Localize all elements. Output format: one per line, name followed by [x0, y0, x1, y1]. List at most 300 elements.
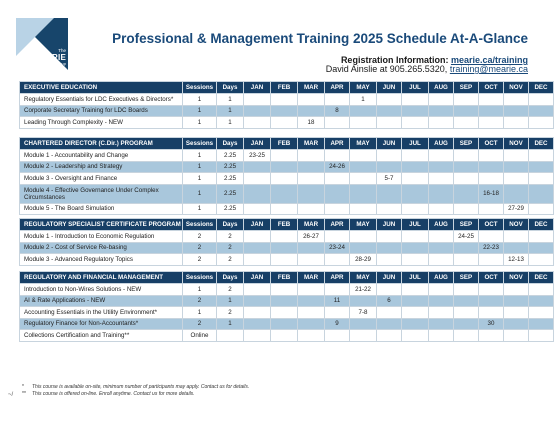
table-row [20, 105, 554, 117]
schedule-cell: 8 [325, 105, 350, 117]
schedule-cell [504, 105, 529, 117]
schedule-cell [402, 231, 429, 243]
schedule-cell [402, 318, 429, 330]
column-header: FEB [271, 138, 298, 150]
schedule-cell [529, 105, 554, 117]
logo-line-3: Group [54, 60, 66, 66]
schedule-cell [244, 105, 271, 117]
schedule-cell [529, 330, 554, 342]
schedule-cell [429, 94, 454, 106]
column-header: JAN [244, 219, 271, 231]
schedule-cell [350, 161, 377, 173]
schedule-cell [377, 105, 402, 117]
column-header: JUN [377, 82, 402, 94]
schedule-cell [529, 242, 554, 254]
schedule-cell: 26-27 [298, 231, 325, 243]
column-header: JAN [244, 82, 271, 94]
column-header: NOV [504, 272, 529, 284]
schedule-cell [429, 117, 454, 129]
schedule-cell: 21-22 [350, 284, 377, 296]
schedule-cell [402, 94, 429, 106]
schedule-cell [402, 161, 429, 173]
footer-mark: ~/ [8, 392, 14, 398]
table-row [20, 117, 554, 129]
schedule-cell [479, 254, 504, 266]
schedule-cell: 2 [217, 231, 244, 243]
schedule-cell [479, 94, 504, 106]
table-row [20, 284, 554, 296]
schedule-cell [325, 184, 350, 203]
schedule-cell [402, 254, 429, 266]
contact-email-link[interactable]: training@mearie.ca [449, 64, 528, 74]
schedule-cell [271, 184, 298, 203]
column-header: MAR [298, 82, 325, 94]
schedule-cell [454, 94, 479, 106]
schedule-cell [325, 203, 350, 215]
schedule-cell [479, 150, 504, 162]
column-header: JUL [402, 272, 429, 284]
schedule-cell [504, 150, 529, 162]
course-name: Module 1 - Introduction to Economic Regulation [20, 231, 183, 243]
column-header: APR [325, 138, 350, 150]
column-header: Sessions [183, 272, 217, 284]
schedule-cell [429, 284, 454, 296]
course-name: Corporate Secretary Training for LDC Boards [20, 105, 183, 117]
schedule-cell [271, 161, 298, 173]
schedule-cell [271, 94, 298, 106]
schedule-cell [504, 184, 529, 203]
schedule-cell: 11 [325, 295, 350, 307]
schedule-cell [429, 161, 454, 173]
column-header: MAR [298, 138, 325, 150]
column-header: APR [325, 219, 350, 231]
schedule-cell [271, 105, 298, 117]
schedule-cell [325, 117, 350, 129]
schedule-cell [454, 318, 479, 330]
schedule-cell [529, 173, 554, 185]
schedule-cell [504, 307, 529, 319]
schedule-cell [377, 330, 402, 342]
schedule-cell [377, 184, 402, 203]
section-table [19, 137, 554, 215]
schedule-cell [298, 318, 325, 330]
schedule-cell [298, 307, 325, 319]
schedule-cell: 2 [183, 318, 217, 330]
schedule-cell [377, 318, 402, 330]
course-name: Module 1 - Accountability and Change [20, 150, 183, 162]
schedule-cell [350, 184, 377, 203]
course-name: AI & Rate Applications - NEW [20, 295, 183, 307]
schedule-cell [402, 150, 429, 162]
schedule-cell [244, 284, 271, 296]
table-row [20, 231, 554, 243]
schedule-cell [454, 150, 479, 162]
schedule-cell [504, 173, 529, 185]
schedule-cell: 1 [183, 307, 217, 319]
column-header: OCT [479, 82, 504, 94]
schedule-cell: 22-23 [479, 242, 504, 254]
column-header: JUN [377, 138, 402, 150]
schedule-cell [429, 150, 454, 162]
schedule-cell: 18 [298, 117, 325, 129]
schedule-cell [402, 295, 429, 307]
column-header: MAY [350, 138, 377, 150]
schedule-cell: 2 [217, 284, 244, 296]
schedule-cell [529, 295, 554, 307]
column-header: MAY [350, 219, 377, 231]
column-header: SEP [454, 272, 479, 284]
schedule-cell [377, 307, 402, 319]
section-header: EXECUTIVE EDUCATION [20, 82, 183, 94]
schedule-cell [377, 150, 402, 162]
schedule-cell [271, 173, 298, 185]
schedule-cell [529, 184, 554, 203]
schedule-cell [377, 117, 402, 129]
course-name: Module 3 - Oversight and Finance [20, 173, 183, 185]
table-row [20, 94, 554, 106]
column-header: SEP [454, 82, 479, 94]
table-row [20, 203, 554, 215]
schedule-cell: 1 [217, 318, 244, 330]
schedule-cell [504, 94, 529, 106]
course-name: Module 2 - Cost of Service Re-basing [20, 242, 183, 254]
column-header: NOV [504, 82, 529, 94]
course-name: Collections Certification and Training** [20, 330, 183, 342]
schedule-cell [504, 284, 529, 296]
schedule-cell [298, 150, 325, 162]
column-header: JUN [377, 272, 402, 284]
schedule-cell [244, 117, 271, 129]
schedule-cell [350, 105, 377, 117]
schedule-cell [350, 242, 377, 254]
schedule-cell [244, 295, 271, 307]
schedule-cell: 2.25 [217, 184, 244, 203]
schedule-cell [377, 242, 402, 254]
schedule-cell [217, 330, 244, 342]
schedule-cell [454, 254, 479, 266]
schedule-cell [529, 318, 554, 330]
footnote-1: * This course is available on-site, minimum number of participants may apply. Contact us for details. [22, 384, 250, 390]
table-row [20, 254, 554, 266]
schedule-cell [454, 117, 479, 129]
schedule-cell [298, 203, 325, 215]
table-row [20, 161, 554, 173]
schedule-cell [298, 242, 325, 254]
course-name: Module 5 - The Board Simulation [20, 203, 183, 215]
schedule-cell [350, 117, 377, 129]
column-header: OCT [479, 219, 504, 231]
column-header: DEC [529, 138, 554, 150]
schedule-cell [244, 203, 271, 215]
schedule-cell [529, 254, 554, 266]
schedule-cell [244, 307, 271, 319]
table-row [20, 318, 554, 330]
column-header: JUN [377, 219, 402, 231]
schedule-cell: 5-7 [377, 173, 402, 185]
column-header: DEC [529, 82, 554, 94]
column-header: OCT [479, 138, 504, 150]
schedule-cell [504, 242, 529, 254]
column-header: Sessions [183, 82, 217, 94]
schedule-cell [529, 161, 554, 173]
registration-label: Registration Information: [340, 55, 449, 65]
schedule-cell: 2.25 [217, 203, 244, 215]
schedule-cell [429, 203, 454, 215]
schedule-cell [298, 330, 325, 342]
schedule-cell [271, 117, 298, 129]
schedule-cell [402, 173, 429, 185]
schedule-cell [377, 161, 402, 173]
column-header: JUL [402, 138, 429, 150]
schedule-cell [402, 307, 429, 319]
schedule-cell [298, 284, 325, 296]
section-header: REGULATORY SPECIALIST CERTIFICATE PROGRAM [20, 219, 183, 231]
schedule-cell [454, 330, 479, 342]
schedule-cell: 1 [217, 117, 244, 129]
schedule-cell [350, 173, 377, 185]
schedule-cell [271, 295, 298, 307]
schedule-cell [350, 318, 377, 330]
schedule-cell: 12-13 [504, 254, 529, 266]
schedule-cell [244, 231, 271, 243]
schedule-cell [350, 330, 377, 342]
column-header: Days [217, 138, 244, 150]
schedule-cell [454, 284, 479, 296]
schedule-cell: 2 [217, 307, 244, 319]
column-header: FEB [271, 219, 298, 231]
schedule-cell [429, 318, 454, 330]
column-header: AUG [429, 219, 454, 231]
column-header: JAN [244, 138, 271, 150]
schedule-cell [429, 330, 454, 342]
schedule-cell: 30 [479, 318, 504, 330]
schedule-cell [402, 330, 429, 342]
schedule-cell [529, 231, 554, 243]
schedule-cell [298, 254, 325, 266]
table-row [20, 295, 554, 307]
schedule-cell [325, 173, 350, 185]
footnote-2: ** This course is offered on-line. Enroll anytime. Contact us for more details. [22, 391, 195, 397]
contact-text: David Ainslie at 905.265.5320, [325, 64, 448, 74]
column-header: OCT [479, 272, 504, 284]
table-row [20, 173, 554, 185]
schedule-cell [454, 242, 479, 254]
schedule-cell [429, 295, 454, 307]
column-header: Sessions [183, 138, 217, 150]
schedule-cell [298, 173, 325, 185]
schedule-cell: 1 [183, 150, 217, 162]
schedule-cell: 9 [325, 318, 350, 330]
schedule-cell: 1 [217, 295, 244, 307]
schedule-cell [271, 307, 298, 319]
course-name: Module 3 - Advanced Regulatory Topics [20, 254, 183, 266]
registration-link[interactable]: mearie.ca/training [450, 55, 528, 65]
column-header: JUL [402, 82, 429, 94]
schedule-cell [271, 318, 298, 330]
schedule-cell [529, 203, 554, 215]
schedule-cell [479, 307, 504, 319]
schedule-cell: 2 [183, 231, 217, 243]
schedule-cell [271, 254, 298, 266]
schedule-cell [479, 173, 504, 185]
schedule-cell [454, 173, 479, 185]
table-row [20, 184, 554, 203]
course-name: Regulatory Finance for Non-Accountants* [20, 318, 183, 330]
schedule-cell [244, 184, 271, 203]
column-header: APR [325, 82, 350, 94]
schedule-cell [529, 117, 554, 129]
table-row [20, 307, 554, 319]
section-header: CHARTERED DIRECTOR (C.Dir.) PROGRAM [20, 138, 183, 150]
schedule-cell [298, 161, 325, 173]
schedule-cell: 1 [183, 184, 217, 203]
schedule-cell: 1 [183, 105, 217, 117]
schedule-cell [325, 150, 350, 162]
column-header: APR [325, 272, 350, 284]
schedule-cell [454, 307, 479, 319]
schedule-cell [454, 203, 479, 215]
section-table [19, 271, 554, 342]
column-header: MAY [350, 82, 377, 94]
schedule-cell [454, 295, 479, 307]
schedule-cell [429, 173, 454, 185]
schedule-cell [402, 105, 429, 117]
schedule-cell [454, 184, 479, 203]
schedule-cell [298, 295, 325, 307]
schedule-cell [377, 94, 402, 106]
schedule-cell [504, 330, 529, 342]
schedule-cell: 1 [183, 117, 217, 129]
schedule-cell [325, 284, 350, 296]
section-table [19, 218, 554, 266]
schedule-cell [504, 161, 529, 173]
schedule-cell [350, 295, 377, 307]
schedule-cell [298, 94, 325, 106]
page-title: Professional & Management Training 2025 Schedule At-A-Glance [112, 31, 528, 46]
schedule-cell [244, 254, 271, 266]
column-header: AUG [429, 272, 454, 284]
schedule-cell [479, 161, 504, 173]
schedule-cell: 28-29 [350, 254, 377, 266]
column-header: Days [217, 82, 244, 94]
schedule-cell: 1 [183, 284, 217, 296]
schedule-cell [429, 231, 454, 243]
schedule-cell [325, 254, 350, 266]
schedule-cell [244, 161, 271, 173]
schedule-cell: 1 [183, 161, 217, 173]
column-header: JAN [244, 272, 271, 284]
schedule-cell: 2 [183, 254, 217, 266]
schedule-cell [244, 242, 271, 254]
schedule-cell: 2 [217, 254, 244, 266]
schedule-cell [429, 307, 454, 319]
schedule-cell [504, 117, 529, 129]
column-header: Days [217, 272, 244, 284]
course-name: Module 2 - Leadership and Strategy [20, 161, 183, 173]
schedule-cell [429, 254, 454, 266]
schedule-cell: 23-24 [325, 242, 350, 254]
schedule-cell [479, 203, 504, 215]
schedule-cell [271, 242, 298, 254]
course-name: Introduction to Non-Wires Solutions - NEW [20, 284, 183, 296]
schedule-cell: 7-8 [350, 307, 377, 319]
column-header: FEB [271, 82, 298, 94]
schedule-cell: 24-25 [454, 231, 479, 243]
column-header: AUG [429, 138, 454, 150]
column-header: MAY [350, 272, 377, 284]
schedule-cell [298, 105, 325, 117]
schedule-cell [244, 318, 271, 330]
schedule-cell: 23-25 [244, 150, 271, 162]
column-header: FEB [271, 272, 298, 284]
schedule-cell [429, 105, 454, 117]
schedule-cell [271, 231, 298, 243]
schedule-cell [325, 330, 350, 342]
schedule-cell [325, 94, 350, 106]
schedule-cell [402, 284, 429, 296]
column-header: SEP [454, 219, 479, 231]
schedule-cell [350, 150, 377, 162]
schedule-cell [529, 307, 554, 319]
column-header: MAR [298, 219, 325, 231]
course-name: Leading Through Complexity - NEW [20, 117, 183, 129]
schedule-cell [479, 330, 504, 342]
schedule-cell [377, 254, 402, 266]
column-header: MAR [298, 272, 325, 284]
schedule-cell: 2.25 [217, 150, 244, 162]
schedule-cell: 6 [377, 295, 402, 307]
schedule-cell [529, 284, 554, 296]
schedule-cell [479, 284, 504, 296]
schedule-cell: 16-18 [479, 184, 504, 203]
schedule-cell [298, 184, 325, 203]
schedule-cell [271, 330, 298, 342]
schedule-cell: 2 [183, 295, 217, 307]
contact-info [326, 64, 528, 74]
schedule-cell [454, 105, 479, 117]
schedule-cell: 24-26 [325, 161, 350, 173]
schedule-cell [377, 203, 402, 215]
column-header: Days [217, 219, 244, 231]
table-row [20, 150, 554, 162]
schedule-cell [454, 161, 479, 173]
table-row [20, 330, 554, 342]
schedule-cell [377, 284, 402, 296]
schedule-cell: 1 [217, 105, 244, 117]
schedule-cell: 1 [350, 94, 377, 106]
column-header: NOV [504, 138, 529, 150]
schedule-cell [325, 231, 350, 243]
logo-line-1: The [58, 48, 66, 53]
schedule-cell [244, 330, 271, 342]
schedule-cell [402, 117, 429, 129]
column-header: JUL [402, 219, 429, 231]
schedule-cell [479, 117, 504, 129]
schedule-cell: 1 [183, 173, 217, 185]
schedule-cell [377, 231, 402, 243]
schedule-cell [402, 203, 429, 215]
table-row [20, 242, 554, 254]
schedule-cell: 2.25 [217, 161, 244, 173]
schedule-cell [529, 94, 554, 106]
column-header: SEP [454, 138, 479, 150]
schedule-cell [504, 231, 529, 243]
section-table [19, 81, 554, 129]
schedule-cell: 1 [217, 94, 244, 106]
schedule-cell [402, 242, 429, 254]
schedule-cell [244, 94, 271, 106]
logo-line-2: MEARIE [33, 52, 66, 62]
